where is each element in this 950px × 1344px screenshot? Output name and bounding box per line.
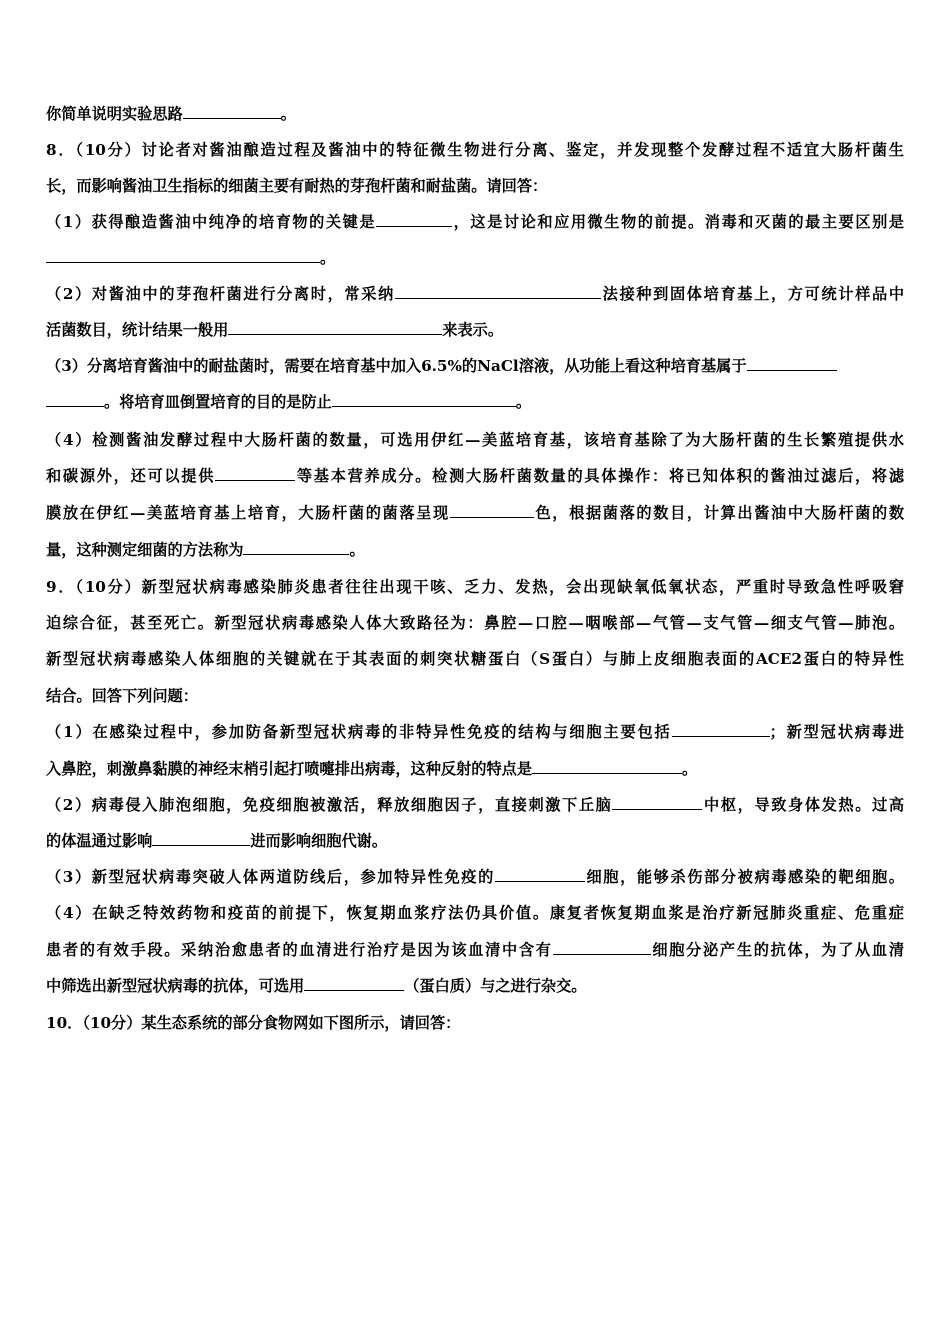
text-line: 长，而影响酱油卫生指标的细菌主要有耐热的芽孢杆菌和耐盐菌。请回答： — [46, 177, 548, 195]
answer-blank — [152, 831, 250, 846]
text-line: 患者的有效手段。采纳治愈患者的血清进行治疗是因为该血清中含有 细胞分泌产生的抗体，为了从血清 — [46, 941, 905, 959]
text-line: 的体温通过影响 进而影响细胞代谢。 — [46, 832, 387, 850]
text-line: （3）分离培育酱油中的耐盐菌时，需要在培育基中加入6.5%的NaCl溶液，从功能上看这种培育基属于 — [46, 356, 904, 376]
answer-blank — [612, 795, 702, 810]
answer-blank — [450, 503, 534, 518]
text-line: 结合。回答下列问题： — [46, 687, 198, 705]
text-line: 。 — [46, 248, 904, 268]
text-line: （3）新型冠状病毒突破人体两道防线后，参加特异性免疫的 细胞，能够杀伤部分被病毒感染的靶细胞。 — [46, 868, 904, 886]
text-line: （1）在感染过程中，参加防备新型冠状病毒的非特异性免疫的结构与细胞主要包括 ；新型冠状病毒进 — [46, 723, 904, 741]
question-9-text: 9．（10分）新型冠状病毒感染肺炎患者往往出现干咳、乏力、发热，会出现缺氧低氧状态，严重时导致急性呼吸窘 — [46, 578, 904, 596]
answer-blank — [747, 356, 837, 371]
text-line: 膜放在伊红—美蓝培育基上培育，大肠杆菌的菌落呈现 色，根据菌落的数目，计算出酱油中大肠杆菌的数 — [46, 504, 905, 522]
question-8-text: 8．（10分）讨论者对酱油酿造过程及酱油中的特征微生物进行分离、鉴定，并发现整个发酵过程不适宜大肠杆菌生 — [46, 141, 904, 159]
answer-blank — [46, 248, 320, 263]
text-line: 和碳源外，还可以提供 等基本营养成分。检测大肠杆菌数量的具体操作：将已知体积的酱油过滤后，将滤 — [46, 467, 905, 485]
text-line: （4）检测酱油发酵过程中大肠杆菌的数量，可选用伊红—美蓝培育基，该培育基除了为大肠杆菌的生长繁殖提供水 — [46, 431, 904, 449]
answer-blank — [395, 284, 601, 299]
text-line: （2）对酱油中的芽孢杆菌进行分离时，常采纳 法接种到固体培育基上，方可统计样品中 — [46, 285, 905, 303]
text-line: 活菌数目，统计结果一般用 来表示。 — [46, 321, 503, 339]
text-line: 入鼻腔，刺激鼻黏膜的神经末梢引起打喷嚏排出病毒，这种反射的特点是 。 — [46, 760, 698, 778]
text-line: （2）病毒侵入肺泡细胞，免疫细胞被激活，释放细胞因子，直接刺激下丘脑 中枢，导致身体发热。过高 — [46, 796, 905, 814]
answer-blank — [376, 212, 452, 227]
answer-blank — [304, 976, 404, 991]
answer-blank — [553, 940, 651, 955]
text-line: 中筛选出新型冠状病毒的抗体，可选用 （蛋白质）与之进行杂交。 — [46, 977, 587, 995]
text-line: （1）获得酿造酱油中纯净的培育物的关键是 ，这是讨论和应用微生物的前提。消毒和灭菌的最主要区别是 — [46, 213, 904, 231]
answer-blank — [495, 867, 585, 882]
text-line: 迫综合征，甚至死亡。新型冠状病毒感染人体大致路径为：鼻腔—口腔—咽喉部—气管—支气管—细支气管—肺泡。 — [46, 614, 904, 632]
answer-blank — [332, 392, 516, 407]
text-line: 新型冠状病毒感染人体细胞的关键就在于其表面的刺突状糖蛋白（S蛋白）与肺上皮细胞表面的ACE2蛋白的特异性 — [46, 650, 904, 668]
answer-blank — [183, 104, 281, 119]
answer-blank — [228, 320, 442, 335]
answer-blank — [532, 759, 682, 774]
question-10-text: 10．（10分）某生态系统的部分食物网如下图所示，请回答： — [46, 1014, 461, 1032]
text-line: （4）在缺乏特效药物和疫苗的前提下，恢复期血浆疗法仍具价值。康复者恢复期血浆是治疗新冠肺炎重症、危重症 — [46, 904, 904, 922]
answer-blank — [672, 722, 770, 737]
text-line: 量，这种测定细菌的方法称为 。 — [46, 541, 365, 559]
answer-blank — [215, 466, 295, 481]
answer-blank — [243, 540, 349, 555]
answer-blank — [46, 392, 104, 407]
text-line: 你简单说明实验思路 。 — [46, 105, 296, 123]
text-line: 。将培育皿倒置培育的目的是防止 。 — [46, 392, 904, 412]
